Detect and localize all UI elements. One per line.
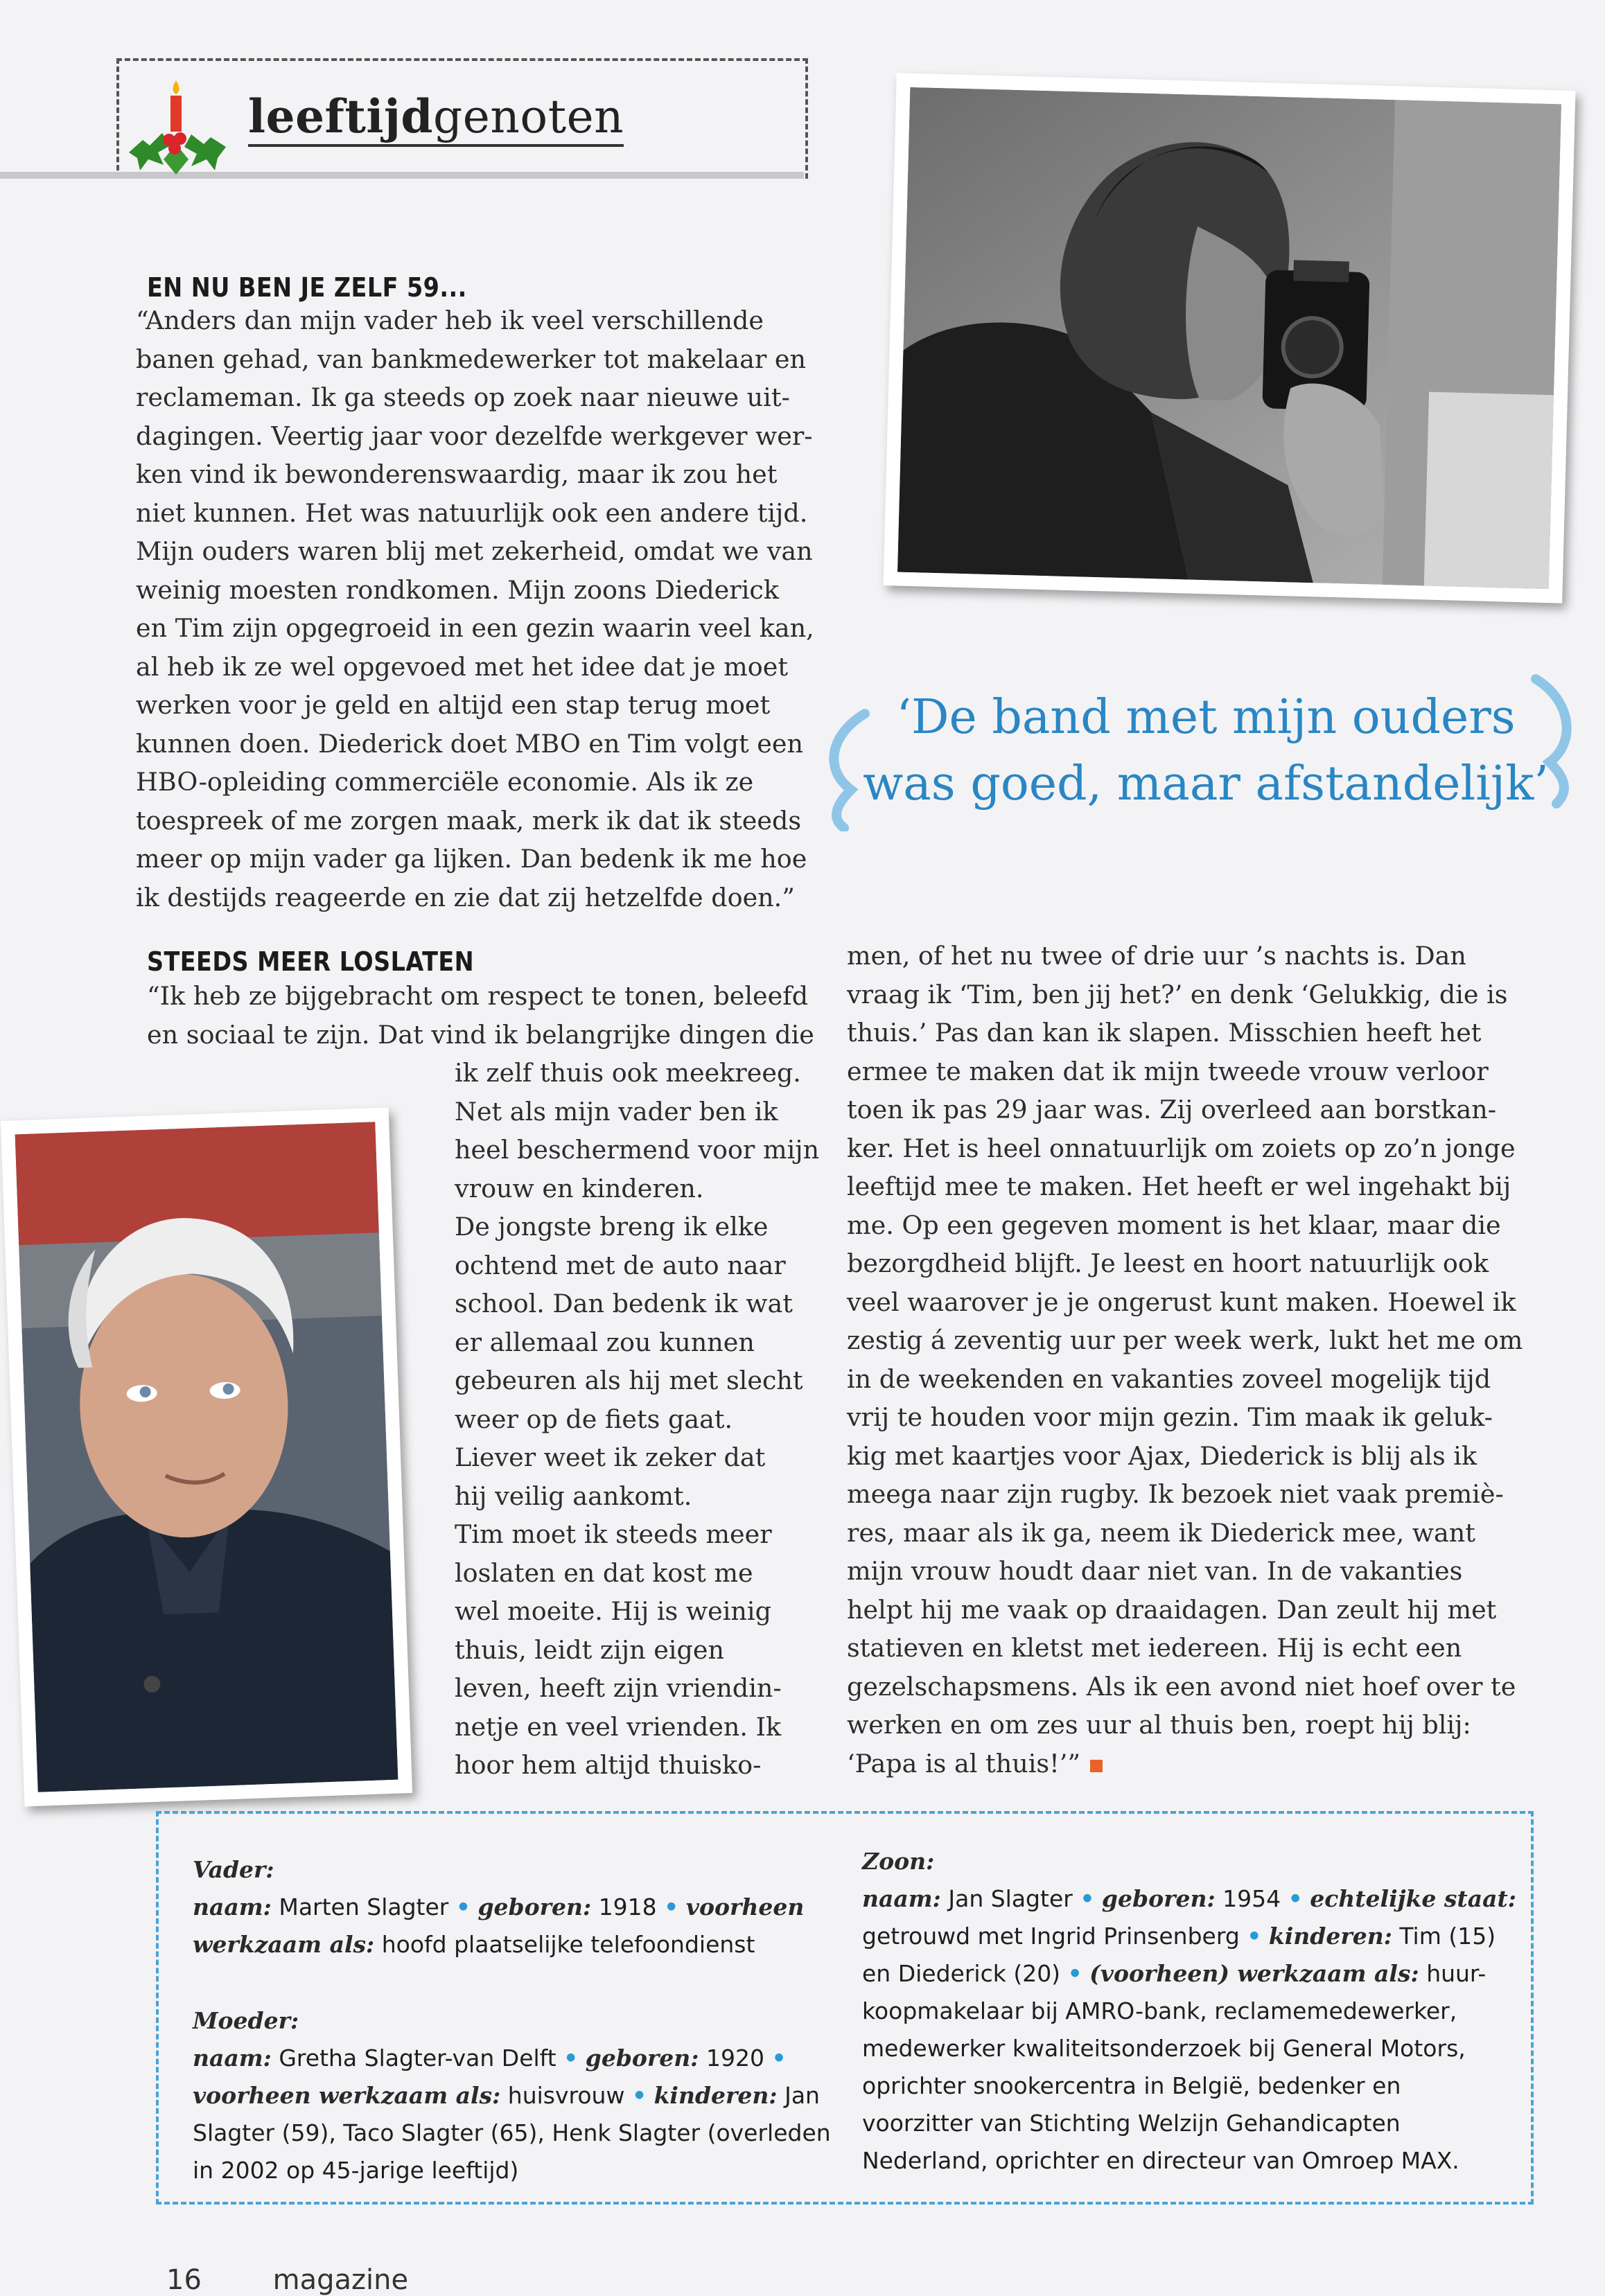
info-value: 1918 <box>598 1893 657 1920</box>
info-value: oprichter snookercentra in België, bedenker en <box>862 2072 1401 2099</box>
header-rule <box>0 172 804 179</box>
text-line: toespreek of me zorgen maak, merk ik dat ik steeds <box>136 805 802 836</box>
text-line: veel waarover je je ongerust kunt maken. Hoewel ik <box>847 1287 1516 1317</box>
info-value: medewerker kwaliteitsonderzoek bij General Motors, <box>862 2035 1466 2062</box>
info-value: Jan <box>784 2082 820 2109</box>
text-line: thuis.’ Pas dan kan ik slapen. Misschien heeft het <box>847 1018 1482 1048</box>
text-line: statieven en kletst met iedereen. Hij is echt een <box>847 1633 1462 1663</box>
end-mark-icon <box>1090 1760 1103 1772</box>
text-line: niet kunnen. Het was natuurlijk ook een andere tijd. <box>136 497 808 528</box>
text-line-last <box>847 1745 1568 1783</box>
text-line: HBO-opleiding commerciële economie. Als ik ze <box>136 767 754 797</box>
pull-quote-line: was goed, maar afstandelijk’ <box>863 757 1549 811</box>
text-line: zestig á zeventig uur per week werk, lukt het me om <box>847 1325 1523 1355</box>
text-line: en Tim zijn opgegroeid in een gezin waarin veel kan, <box>136 613 814 643</box>
text-line: men, of het nu twee of drie uur ’s nachts is. Dan <box>847 941 1466 971</box>
text-line: hoor hem altijd thuisko- <box>455 1750 762 1780</box>
text-line: ken vind ik bewonderenswaardig, maar ik zou het <box>136 459 778 489</box>
text-line: heel beschermend voor mijn <box>455 1135 820 1165</box>
text-line: er allemaal zou kunnen <box>455 1327 755 1357</box>
text-line: toen ik pas 29 jaar was. Zij overleed aan borstkan- <box>847 1095 1497 1124</box>
info-value: in 2002 op 45-jarige leeftijd) <box>193 2157 519 2184</box>
info-label: geboren: <box>585 2045 699 2072</box>
text-line: gebeuren als hij met slecht <box>455 1366 803 1395</box>
info-value: Jan Slagter <box>948 1885 1073 1912</box>
text-line: kunnen doen. Diederick doet MBO en Tim volgt een <box>136 728 803 759</box>
info-label: kinderen: <box>654 2082 778 2109</box>
text-line: bezorgdheid blijft. Je leest en hoort natuurlijk ook <box>847 1248 1489 1278</box>
text-line: reclameman. Ik ga steeds op zoek naar nieuwe uit- <box>136 382 790 412</box>
info-label: werkzaam als: <box>193 1931 375 1958</box>
text-line: De jongste breng ik elke <box>455 1212 769 1242</box>
text-line: gezelschapsmens. Als ik een avond niet hoef over te <box>847 1671 1516 1702</box>
bullet-icon: • <box>455 1893 471 1920</box>
text-line: netje en veel vrienden. Ik <box>455 1711 782 1742</box>
bullet-icon: • <box>563 2045 579 2072</box>
text-line: leven, heeft zijn vriendin- <box>455 1673 782 1703</box>
holly-candle-icon <box>122 76 233 180</box>
text-line: Liever weet ik zeker dat <box>455 1442 766 1472</box>
info-value: huur- <box>1426 1960 1486 1987</box>
text-line: ik destijds reageerde en zie dat zij hetzelfde doen.” <box>136 882 795 912</box>
text-line: Mijn ouders waren blij met zekerheid, omdat we van <box>136 536 813 566</box>
text-line: thuis, leidt zijn eigen <box>455 1634 724 1665</box>
text-line: loslaten en dat kost me <box>455 1557 753 1588</box>
bullet-icon: • <box>771 2045 787 2072</box>
info-label: naam: <box>193 1893 272 1920</box>
text-line: werken en om zes uur al thuis ben, roept hij blij: <box>847 1710 1471 1740</box>
text-line: weinig moesten rondkomen. Mijn zoons Diederick <box>136 574 779 605</box>
bullet-icon: • <box>1080 1885 1095 1912</box>
section2-body-full <box>147 977 826 1054</box>
section-title-bold: leeftijd <box>248 89 434 143</box>
bullet-icon: • <box>1067 1960 1082 1987</box>
info-zoon-title: Zoon: <box>862 1848 935 1875</box>
info-zoon <box>862 1843 1520 2180</box>
info-label: geboren: <box>1101 1885 1216 1912</box>
info-value: 1954 <box>1222 1885 1281 1912</box>
portrait-photo-image <box>15 1122 398 1792</box>
text-line: ik zelf thuis ook meekreeg. <box>455 1058 801 1088</box>
text-line: Net als mijn vader ben ik <box>455 1096 778 1127</box>
info-moeder <box>193 2002 858 2189</box>
text-line: mijn vrouw houdt daar niet van. In de vakanties <box>847 1556 1463 1586</box>
photo-older-man-portrait <box>1 1108 412 1807</box>
text-line: vrouw en kinderen. <box>455 1173 704 1203</box>
section-title-rest: genoten <box>433 90 624 143</box>
text-line: meer op mijn vader ga lijken. Dan bedenk ik me hoe <box>136 844 807 874</box>
text-line: banen gehad, van bankmedewerker tot makelaar en <box>136 344 806 374</box>
heading-en-nu-ben-je-zelf: EN NU BEN JE ZELF 59... <box>147 272 467 303</box>
text-line: al heb ik ze wel opgevoed met het idee dat je moet <box>136 651 788 682</box>
pull-quote <box>839 685 1573 818</box>
magazine-name: magazine <box>272 2264 409 2296</box>
bullet-icon: • <box>1247 1923 1262 1950</box>
camera-photo-image <box>897 87 1561 589</box>
info-value: Slagter (59), Taco Slagter (65), Henk Slagter (overleden <box>193 2119 831 2146</box>
text-line: res, maar als ik ga, neem ik Diederick mee, want <box>847 1517 1475 1548</box>
text-line: weer op de fiets gaat. <box>455 1404 733 1434</box>
text-line: “Anders dan mijn vader heb ik veel verschillende <box>136 306 764 335</box>
text-line: meega naar zijn rugby. Ik bezoek niet vaak premiè- <box>847 1479 1504 1509</box>
column3-body <box>847 937 1568 1783</box>
text-line: school. Dan bedenk ik wat <box>455 1289 793 1318</box>
section2-body-narrow <box>455 1054 829 1785</box>
info-value: Tim (15) <box>1399 1923 1496 1950</box>
text-line: “Ik heb ze bijgebracht om respect te tonen, beleefd <box>147 981 809 1011</box>
info-value: koopmakelaar bij AMRO-bank, reclamemedewerker, <box>862 1997 1457 2024</box>
info-vader-title: Vader: <box>193 1856 274 1883</box>
info-value: 1920 <box>705 2045 764 2072</box>
page-number: 16 <box>166 2264 202 2296</box>
text-line: ermee te maken dat ik mijn tweede vrouw verloor <box>847 1056 1489 1086</box>
info-moeder-title: Moeder: <box>193 2007 299 2034</box>
info-value: getrouwd met Ingrid Prinsenberg <box>862 1923 1240 1950</box>
info-vader <box>193 1851 858 1963</box>
info-value: Nederland, oprichter en directeur van Omroep MAX. <box>862 2147 1459 2174</box>
text-line: Tim moet ik steeds meer <box>455 1519 772 1549</box>
text-line: werken voor je geld en altijd een stap terug moet <box>136 690 771 720</box>
info-label: geboren: <box>477 1893 592 1920</box>
text-line: ker. Het is heel onnatuurlijk om zoiets op zo’n jonge <box>847 1133 1516 1163</box>
text-line: ochtend met de auto naar <box>455 1250 786 1280</box>
info-value: Gretha Slagter-van Delft <box>279 2045 556 2072</box>
info-label: kinderen: <box>1268 1923 1392 1950</box>
text-line-final: ‘Papa is al thuis!’” <box>847 1748 1081 1778</box>
heading-steeds-meer-loslaten: STEEDS MEER LOSLATEN <box>147 946 475 977</box>
text-line: wel moeite. Hij is weinig <box>455 1596 771 1626</box>
info-label: echtelijke staat: <box>1310 1885 1516 1912</box>
page-footer <box>166 2264 408 2296</box>
bullet-icon: • <box>631 2082 647 2109</box>
info-label: naam: <box>193 2045 272 2072</box>
bullet-icon: • <box>664 1893 679 1920</box>
text-line: vraag ik ‘Tim, ben jij het?’ en denk ‘Gelukkig, die is <box>847 979 1508 1009</box>
info-value: voorzitter van Stichting Welzijn Gehandicapten <box>862 2110 1401 2137</box>
section-title <box>248 91 624 147</box>
info-value: Marten Slagter <box>279 1893 449 1920</box>
info-label: naam: <box>862 1885 941 1912</box>
text-line: helpt hij me vaak op draaidagen. Dan zeult hij met <box>847 1594 1497 1625</box>
info-value: huisvrouw <box>507 2082 625 2109</box>
section1-body <box>136 301 836 917</box>
text-line: in de weekenden en vakanties zoveel mogelijk tijd <box>847 1363 1491 1394</box>
info-label: voorheen werkzaam als: <box>193 2082 501 2109</box>
info-label: (voorheen) werkzaam als: <box>1089 1960 1419 1987</box>
text-line: vrij te houden voor mijn gezin. Tim maak ik geluk- <box>847 1402 1493 1432</box>
info-value: hoofd plaatselijke telefoondienst <box>381 1931 755 1958</box>
text-line: kig met kaartjes voor Ajax, Diederick is blij als ik <box>847 1440 1477 1471</box>
text-line: me. Op een gegeven moment is het klaar, maar die <box>847 1210 1501 1240</box>
pull-quote-line: ‘De band met mijn ouders <box>896 690 1516 745</box>
text-line: hij veilig aankomt. <box>455 1481 692 1511</box>
info-label: voorheen <box>685 1893 805 1920</box>
photo-man-with-camera <box>883 73 1575 603</box>
text-line: leeftijd mee te maken. Het heeft er wel ingehakt bij <box>847 1172 1511 1201</box>
bullet-icon: • <box>1288 1885 1303 1912</box>
info-value: en Diederick (20) <box>862 1960 1061 1987</box>
text-line: dagingen. Veertig jaar voor dezelfde werkgever wer- <box>136 421 813 451</box>
text-line: en sociaal te zijn. Dat vind ik belangrijke dingen die <box>147 1019 814 1050</box>
